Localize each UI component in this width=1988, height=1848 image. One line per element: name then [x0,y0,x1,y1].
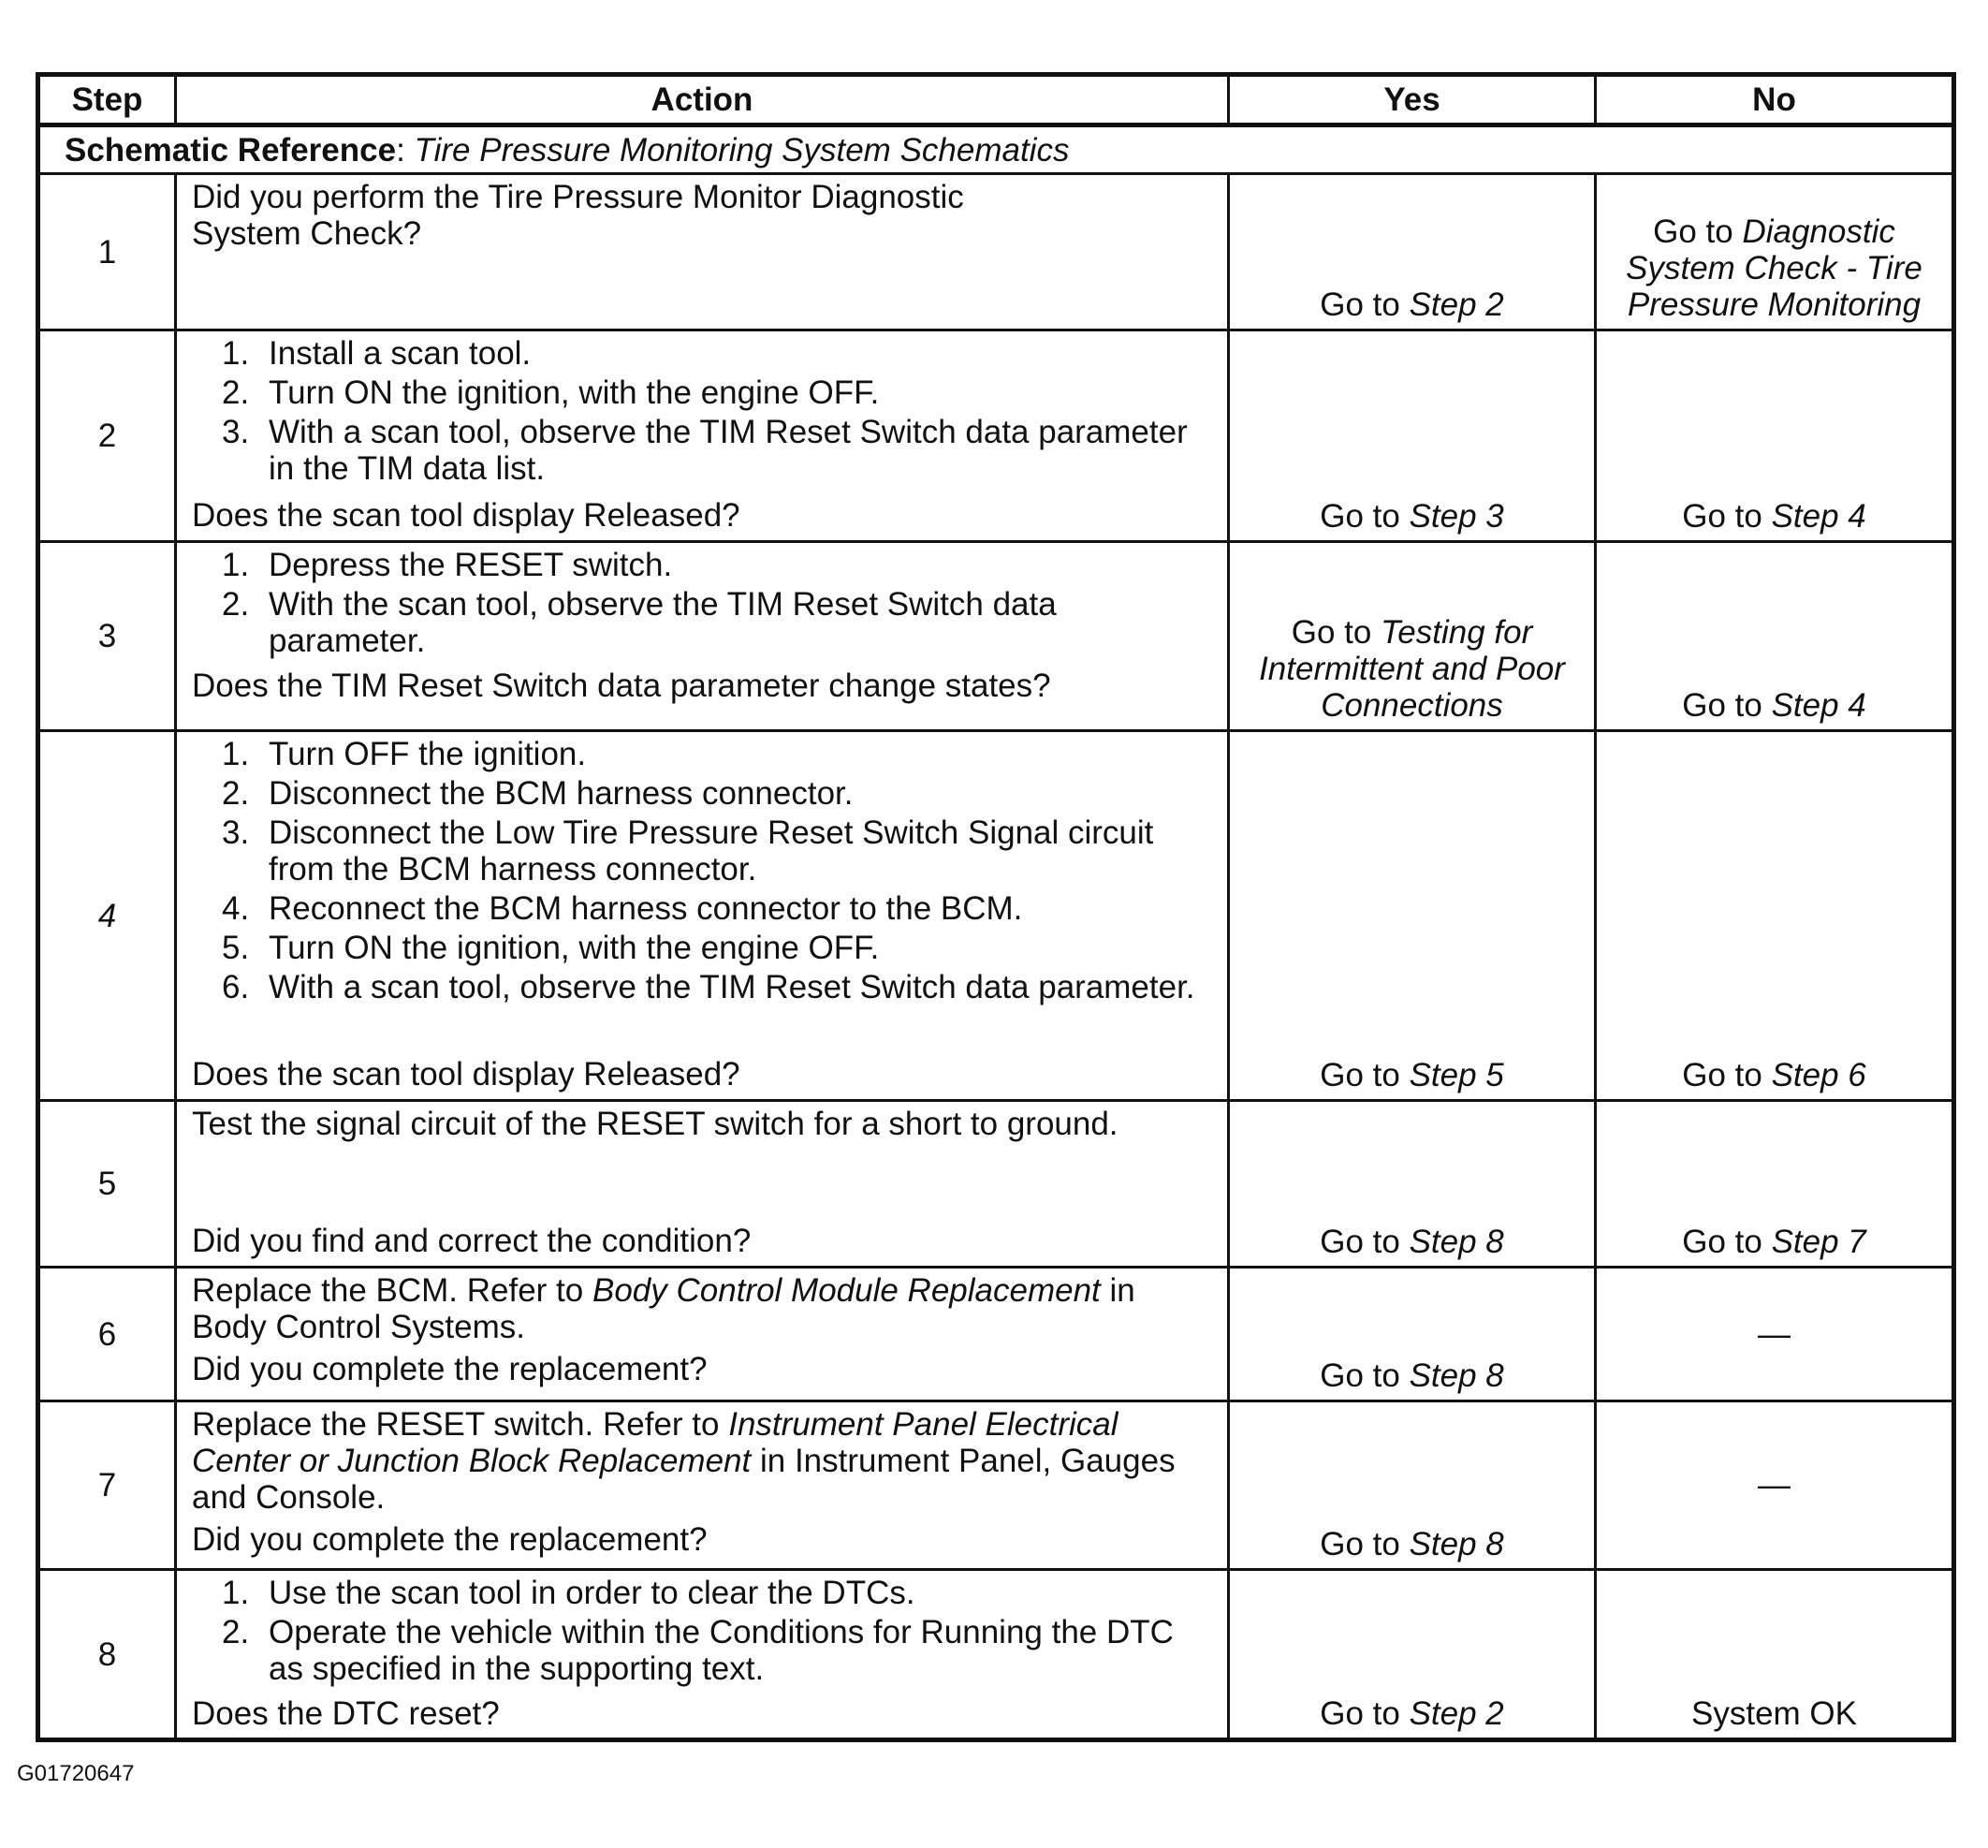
list-item: 2. Disconnect the BCM harness connector. [222,775,854,812]
list-item: 2. Operate the vehicle within the Conditions for Running the DTC as specified in the supporting text. [222,1614,1174,1687]
list-item: 3. Disconnect the Low Tire Pressure Reset Switch Signal circuit from the BCM harness connector. [222,814,1154,887]
action-text: Test the signal circuit of the RESET switch for a short to ground. [192,1106,1118,1142]
list-item: 3. With a scan tool, observe the TIM Reset Switch data parameter in the TIM data list. [222,414,1188,487]
diagnostic-table [36,72,1956,1742]
action-question: Did you find and correct the condition? [192,1223,752,1259]
no-dash: — [1758,1315,1791,1353]
no-result-text: System OK [1691,1695,1857,1732]
no-link[interactable]: Step 4 [1771,687,1866,724]
yes-prefix: Go to [1320,1526,1400,1562]
yes-cell [1229,731,1596,1101]
step-column-header: Step [38,75,176,125]
no-dash: — [1758,1467,1791,1503]
list-item: 2. With the scan tool, observe the TIM Reset Switch data parameter. [222,586,1057,659]
yes-cell [1229,542,1596,731]
yes-link[interactable]: Step 8 [1409,1224,1504,1260]
step-number: 2 [38,330,176,542]
yes-link[interactable]: Step 8 [1409,1357,1504,1394]
yes-link[interactable]: Step 2 [1409,286,1504,323]
list-item: 5. Turn ON the ignition, with the engine OFF. [222,930,880,966]
yes-prefix: Go to [1320,1224,1400,1260]
action-question: Did you complete the replacement? [192,1521,708,1558]
step-number: 3 [38,542,176,731]
yes-link[interactable]: Step 2 [1409,1695,1504,1732]
list-item: 1. Turn OFF the ignition. [222,736,587,772]
table-row-step-3 [38,542,1954,731]
no-column-header: No [1596,75,1954,125]
yes-prefix: Go to [1320,286,1400,323]
no-cell [1596,1401,1954,1570]
yes-column-header: Yes [1229,75,1596,125]
yes-link[interactable]: Step 8 [1409,1526,1504,1562]
action-question: Does the scan tool display Released? [192,1056,740,1093]
action-cell [176,174,1229,330]
action-question: Does the TIM Reset Switch data parameter change states? [192,667,1051,704]
action-cell [176,1268,1229,1401]
table-row-step-8 [38,1570,1954,1740]
list-item: 2. Turn ON the ignition, with the engine OFF. [222,374,880,411]
header-row [38,75,1954,125]
no-link[interactable]: Step 6 [1771,1057,1866,1093]
step-number: 7 [38,1401,176,1570]
table-row-step-5 [38,1101,1954,1268]
action-question: Does the scan tool display Released? [192,497,740,534]
no-cell [1596,731,1954,1101]
action-question: Does the DTC reset? [192,1695,500,1732]
yes-prefix: Go to [1320,1357,1400,1394]
action-cell [176,1570,1229,1740]
schematic-reference-separator: : [396,131,405,169]
yes-cell [1229,174,1596,330]
yes-prefix: Go to [1291,614,1372,651]
step-number: 6 [38,1268,176,1401]
step-number: 8 [38,1570,176,1740]
action-cell [176,542,1229,731]
yes-cell [1229,1401,1596,1570]
no-cell [1596,330,1954,542]
yes-cell [1229,330,1596,542]
step-number: 4 [38,731,176,1101]
yes-link[interactable]: Step 3 [1409,498,1504,535]
table-row-step-4 [38,731,1954,1101]
action-steps-list [192,1575,1212,1690]
action-question: Did you complete the replacement? [192,1351,708,1387]
list-item: 4. Reconnect the BCM harness connector to the BCM. [222,890,1023,927]
list-item: 6. With a scan tool, observe the TIM Reset Switch data parameter. [222,969,1195,1005]
yes-cell [1229,1268,1596,1401]
action-cell [176,1101,1229,1268]
list-item: 1. Install a scan tool. [222,335,532,372]
action-cell [176,1401,1229,1570]
schematic-reference-row [38,125,1954,174]
no-prefix: Go to [1682,498,1762,535]
no-link[interactable]: Step 4 [1771,498,1866,535]
action-steps-list [192,736,1212,1008]
action-cell [176,330,1229,542]
list-item: 1. Use the scan tool in order to clear the DTCs. [222,1575,915,1611]
yes-prefix: Go to [1320,1057,1400,1093]
schematic-reference-label: Schematic Reference [65,131,397,169]
no-cell [1596,1570,1954,1740]
action-text: Did you perform the Tire Pressure Monitor Diagnostic System Check? [192,179,964,252]
no-cell [1596,1268,1954,1401]
yes-cell [1229,1101,1596,1268]
no-prefix: Go to [1682,1057,1762,1093]
table-row-step-2 [38,330,1954,542]
no-prefix: Go to [1653,213,1733,250]
yes-cell [1229,1570,1596,1740]
table-row-step-1 [38,174,1954,330]
step-number: 5 [38,1101,176,1268]
no-cell [1596,174,1954,330]
no-prefix: Go to [1682,1224,1762,1260]
schematic-reference-cell [38,125,1954,174]
yes-prefix: Go to [1320,498,1400,535]
action-cell [176,731,1229,1101]
table-row-step-6 [38,1268,1954,1401]
no-prefix: Go to [1682,687,1762,724]
figure-code: G01720647 [17,1761,135,1786]
no-cell [1596,1101,1954,1268]
step-number: 1 [38,174,176,330]
yes-link[interactable]: Testing for Intermittent and Poor Connections [1259,614,1565,724]
yes-link[interactable]: Step 5 [1409,1057,1504,1093]
action-reference-link[interactable]: Body Control Module Replacement [592,1272,1101,1309]
action-steps-list [192,547,1212,662]
action-text: Replace the BCM. Refer to Body Control Module Replacement in Body Control Systems. [192,1272,1135,1345]
action-reference-link[interactable]: Instrument Panel Electrical Center or Junction Block Replacement [192,1406,1118,1479]
list-item: 1. Depress the RESET switch. [222,547,673,583]
action-column-header: Action [176,75,1229,125]
schematic-reference-link[interactable]: Tire Pressure Monitoring System Schematics [414,131,1070,169]
no-link[interactable]: Step 7 [1771,1224,1866,1260]
no-link[interactable]: Diagnostic System Check - Tire Pressure Monitoring [1626,213,1922,323]
yes-prefix: Go to [1320,1695,1400,1732]
table-row-step-7 [38,1401,1954,1570]
action-text: Replace the RESET switch. Refer to Instrument Panel Electrical Center or Junction Block Replacement in Instrument Panel, Gauges and Console. [192,1406,1176,1516]
no-cell [1596,542,1954,731]
action-steps-list [192,335,1212,490]
